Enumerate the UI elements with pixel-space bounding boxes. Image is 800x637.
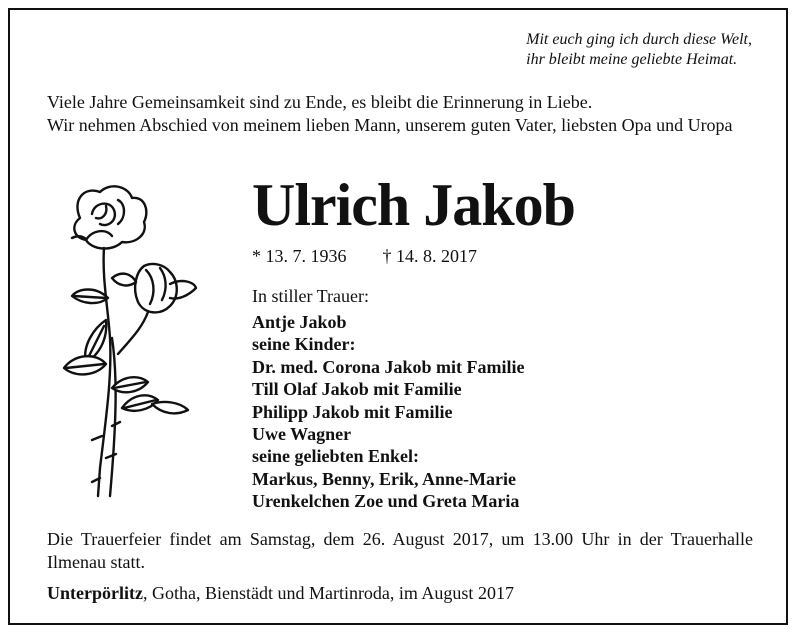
- mourner-line: seine Kinder:: [252, 334, 356, 355]
- place-bold: Unterpörlitz: [47, 583, 143, 603]
- place-rest: , Gotha, Bienstädt und Martinroda, im August 2017: [142, 583, 514, 603]
- motto-line-1: Mit euch ging ich durch diese Welt,: [526, 31, 752, 48]
- life-dates: [252, 245, 477, 267]
- mourner-line: Dr. med. Corona Jakob mit Familie: [252, 356, 525, 377]
- intro-line-1: Viele Jahre Gemeinsamkeit sind zu Ende, es bleibt die Erinnerung in Liebe.: [47, 92, 593, 112]
- motto: [526, 30, 752, 70]
- death-date: † 14. 8. 2017: [382, 246, 477, 266]
- mourner-line: Urenkelchen Zoe und Greta Maria: [252, 491, 520, 512]
- mourner-line: seine geliebten Enkel:: [252, 446, 419, 467]
- birth-date: * 13. 7. 1936: [252, 246, 347, 266]
- mourner-line: Till Olaf Jakob mit Familie: [252, 379, 462, 400]
- mourner-line: Markus, Benny, Erik, Anne-Marie: [252, 468, 517, 489]
- motto-line-2: ihr bleibt meine geliebte Heimat.: [526, 51, 738, 68]
- deceased-name: Ulrich Jakob: [252, 172, 576, 238]
- funeral-notice: Die Trauerfeier findet am Samstag, dem 26. August 2017, um 13.00 Uhr in der Trauerhalle Ilmenau statt.: [47, 529, 753, 572]
- mourner-line: Antje Jakob: [252, 312, 347, 332]
- rose-icon: [52, 178, 202, 508]
- mourner-line: Philipp Jakob mit Familie: [252, 401, 453, 422]
- mourning-label: In stiller Trauer:: [252, 286, 369, 306]
- place-and-date: [47, 582, 514, 604]
- intro-line-2: Wir nehmen Abschied von meinem lieben Mann, unserem guten Vater, liebsten Opa und Uropa: [47, 115, 733, 135]
- mourners-list: [252, 311, 525, 513]
- intro-text: [47, 91, 755, 137]
- mourner-line: Uwe Wagner: [252, 424, 352, 445]
